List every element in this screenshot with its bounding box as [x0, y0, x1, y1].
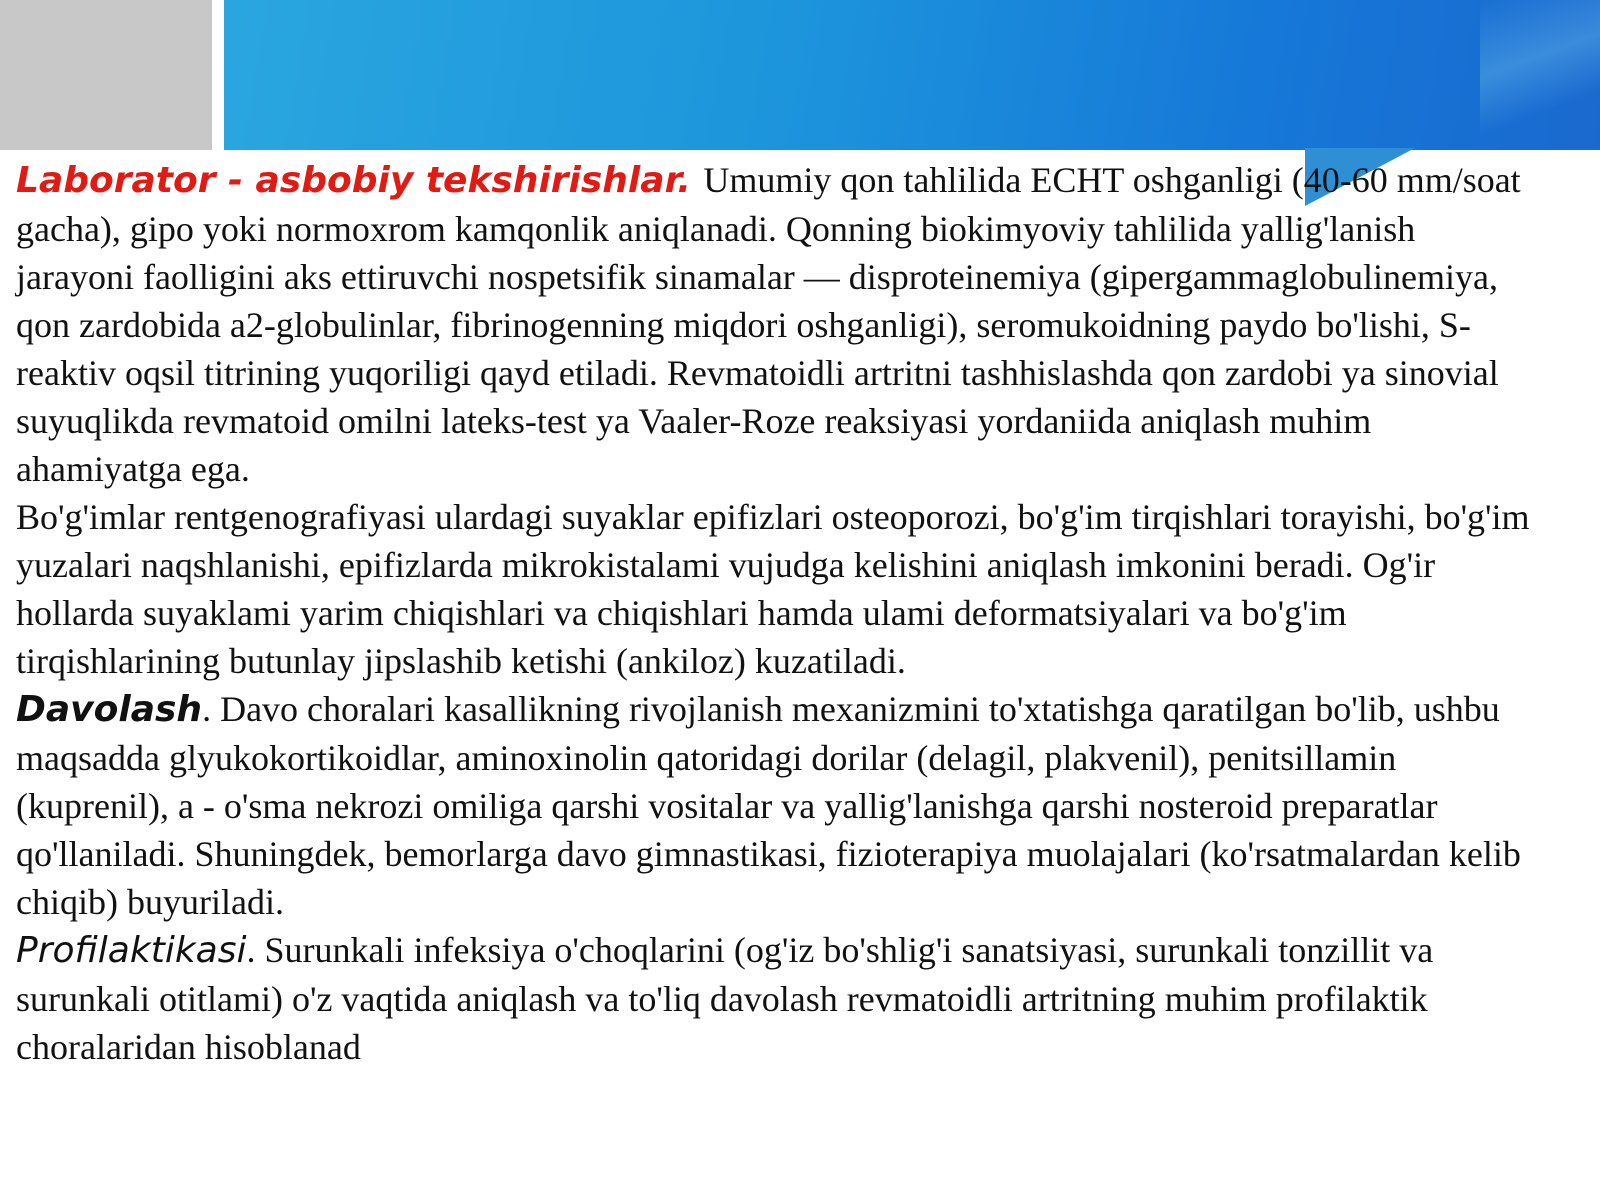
lab-paragraph [16, 156, 1536, 493]
banner-sheen [1480, 0, 1600, 150]
gray-corner-block [0, 0, 212, 150]
prevention-heading-punct: . [246, 930, 265, 970]
treatment-heading: Davolash [16, 689, 203, 730]
header-banner [224, 0, 1600, 150]
treatment-body: Davo choralari kasallikning rivojlanish mexanizmini to'xtatishga qaratilgan bo'lib, ushbu maqsadda glyukokortikoidlar, aminoxinolin qatoridagi dorilar (delagil, plakvenil), penitsillamin (kuprenil), a - o'sma nekrozi omiliga qarshi vositalar va yallig'lanishga qarshi nosteroid preparatlar qo'llaniladi. Shuningdek, bemorlarga davo gimnastikasi, fizioterapiya muolajalari (ko'rsatmalardan kelib chiqib) buyuriladi. [16, 689, 1521, 922]
treatment-heading-punct: . [202, 689, 221, 729]
prevention-paragraph [16, 926, 1536, 1071]
prevention-body: Surunkali infeksiya o'choqlarini (og'iz bo'shlig'i sanatsiyasi, surunkali tonzillit va surunkali otitlami) o'z vaqtida aniqlash va to'liq davolash revmatoidli artritning muhim profilaktik choralaridan hisoblanad [16, 930, 1434, 1067]
xray-body: Bo'g'imlar rentgenografiyasi ulardagi suyaklar epifizlari osteoporozi, bo'g'im tirqishlari torayishi, bo'g'im yuzalari naqshlanishi, epifizlarda mikrokistalami vujudga kelishini aniqlash imkonini beradi. Og'ir hollarda suyaklami yarim chiqishlari va chiqishlari hamda ulami deformatsiyalari va bo'g'im tirqishlarining butunlay jipslashib ketishi (ankiloz) kuzatiladi. [16, 497, 1530, 681]
prevention-heading: Profilaktikasi [16, 930, 247, 971]
lab-heading-punct: . [677, 160, 704, 201]
lab-body: Umumiy qon tahlilida ECHT oshganligi (40-60 mm/soat gacha), gipo yoki normoxrom kamqonlik aniqlanadi. Qonning biokimyoviy tahlilida yallig'lanish jarayoni faolligini aks ettiruvchi nospetsifik sinamalar — disproteinemiya (gipergammaglobulinemiya, qon zardobida a2-globulinlar, fibrinogenning miqdori oshganligi), seromukoidning paydo bo'lishi, S-reaktiv oqsil titrining yuqoriligi qayd etiladi. Revmatoidli artritni tashhislashda qon zardobi ya sinovial suyuqlikda revmatoid omilni lateks-test ya Vaaler-Roze reaksiyasi yordaniida aniqlash muhim ahamiyatga ega. [16, 160, 1521, 489]
lab-heading: Laborator - asbobiy tekshirishlar [16, 160, 678, 201]
slide-body [16, 156, 1536, 1071]
treatment-paragraph [16, 685, 1536, 926]
xray-paragraph [16, 493, 1536, 685]
